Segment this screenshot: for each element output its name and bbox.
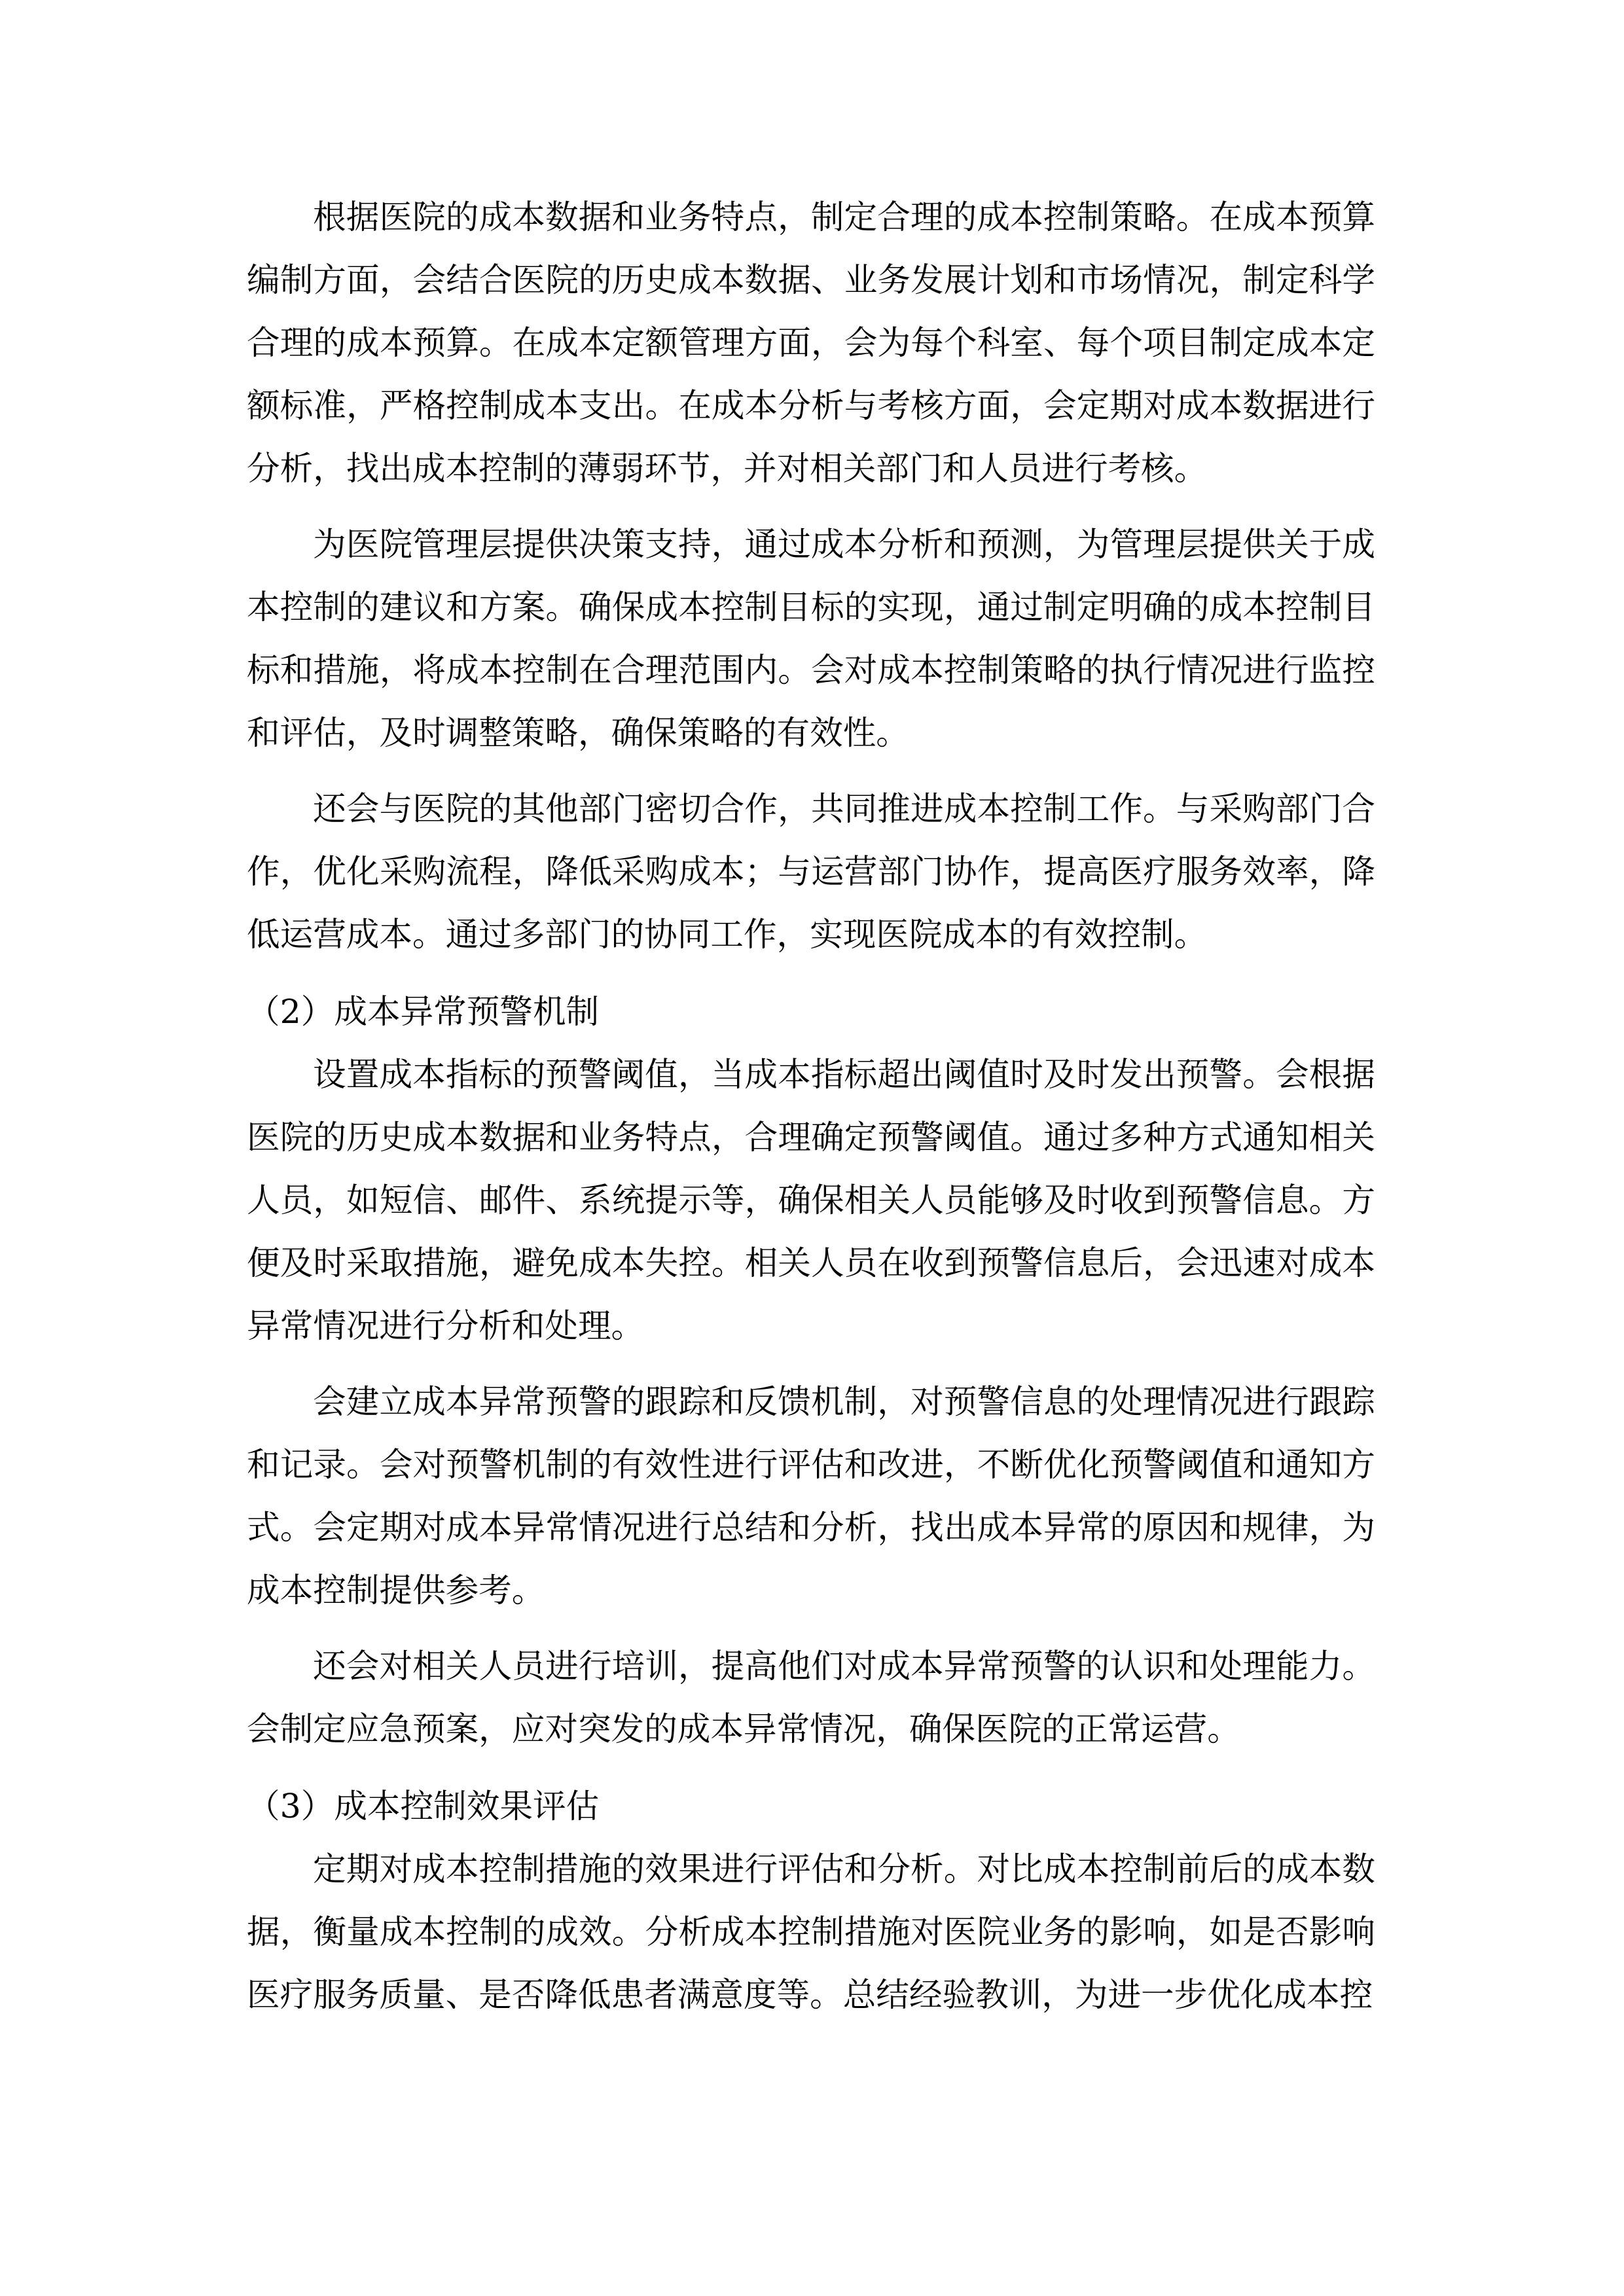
paragraph-staff-training: 还会对相关人员进行培训，提高他们对成本异常预警的认识和处理能力。会制定应急预案，应对突发的成本异常情况，确保医院的正常运营。 — [247, 1647, 1375, 1748]
section-heading-effect-evaluation: （3）成本控制效果评估 — [247, 1787, 600, 1825]
paragraph-warning-threshold: 设置成本指标的预警阈值，当成本指标超出阈值时及时发出预警。会根据医院的历史成本数据和业务特点，合理确定预警阈值。通过多种方式通知相关人员，如短信、邮件、系统提示等，确保相关人员能够及时收到预警信息。方便及时采取措施，避免成本失控。相关人员在收到预警信息后，会迅速对成本异常情况进行分析和处理。 — [247, 1055, 1375, 1345]
paragraph-warning-tracking: 会建立成本异常预警的跟踪和反馈机制，对预警信息的处理情况进行跟踪和记录。会对预警机制的有效性进行评估和改进，不断优化预警阈值和通知方式。会定期对成本异常情况进行总结和分析，找出成本异常的原因和规律，为成本控制提供参考。 — [247, 1382, 1375, 1609]
section-heading-anomaly-warning: （2）成本异常预警机制 — [247, 992, 600, 1031]
paragraph-department-cooperation: 还会与医院的其他部门密切合作，共同推进成本控制工作。与采购部门合作，优化采购流程，降低采购成本；与运营部门协作，提高医疗服务效率，降低运营成本。通过多部门的协同工作，实现医院成本的有效控制。 — [247, 789, 1375, 954]
paragraph-cost-strategy: 根据医院的成本数据和业务特点，制定合理的成本控制策略。在成本预算编制方面，会结合医院的历史成本数据、业务发展计划和市场情况，制定科学合理的成本预算。在成本定额管理方面，会为每个科室、每个项目制定成本定额标准，严格控制成本支出。在成本分析与考核方面，会定期对成本数据进行分析，找出成本控制的薄弱环节，并对相关部门和人员进行考核。 — [247, 198, 1375, 488]
paragraph-decision-support: 为医院管理层提供决策支持，通过成本分析和预测，为管理层提供关于成本控制的建议和方案。确保成本控制目标的实现，通过制定明确的成本控制目标和措施，将成本控制在合理范围内。会对成本控制策略的执行情况进行监控和评估，及时调整策略，确保策略的有效性。 — [247, 525, 1375, 752]
document-page — [247, 186, 1375, 2026]
paragraph-effect-evaluation: 定期对成本控制措施的效果进行评估和分析。对比成本控制前后的成本数据，衡量成本控制的成效。分析成本控制措施对医院业务的影响，如是否影响医疗服务质量、是否降低患者满意度等。总结经验教训，为进一步优化成本控 — [247, 1850, 1375, 2014]
